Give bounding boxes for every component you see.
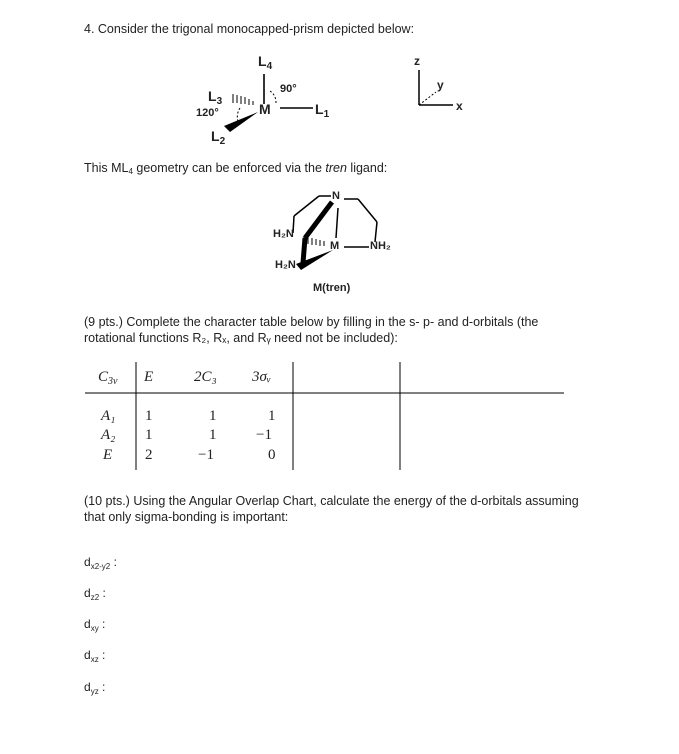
char-a2-c3: 1 [209, 427, 217, 443]
irrep-a1: A₁ [101, 408, 116, 424]
orbital-dyz: $d_{yz}$ : [84, 680, 106, 696]
char-a1-sv: 1 [268, 408, 276, 424]
angle-label-120: 120° [196, 107, 219, 119]
char-e-e: 2 [145, 447, 153, 463]
char-a2-sv: −1 [256, 427, 272, 443]
axis-label-x: x [456, 99, 463, 113]
tren-caption: M(tren) [313, 282, 351, 294]
tren-metal: M [330, 240, 340, 252]
orbital-dxz: $d_{xz}$ : [84, 648, 106, 664]
label-l1: $L_1$ [315, 101, 330, 120]
label-l3: $L_3$ [208, 88, 223, 107]
part1-line2: rotational functions R₂, Rₓ, and Rᵧ need not be included): [84, 331, 398, 345]
part2-line1: (10 pts.) Using the Angular Overlap Chart, calculate the energy of the d-orbitals assuming [84, 494, 579, 508]
irrep-e: E [103, 447, 113, 463]
tren-h2n-left: H₂N [273, 228, 294, 240]
tren-sentence: This ML4 geometry can be enforced via the tren ligand: [84, 161, 388, 176]
tren-nh2-right: NH₂ [370, 240, 391, 252]
tren-n-top: N [332, 190, 340, 202]
part2-line2: that only sigma-bonding is important: [84, 510, 289, 524]
angle-arc-90 [270, 91, 276, 103]
irrep-a2: A₂ [101, 427, 116, 443]
char-e-sv: 0 [268, 447, 276, 463]
label-l4: $L_4$ [258, 53, 273, 72]
axis-label-y: y [437, 78, 444, 92]
orbital-dz2: $d_{z2}$ : [84, 586, 106, 602]
table-class-2c3: 2C₃ [194, 369, 217, 385]
axis-y [419, 92, 436, 105]
table-class-e: E [144, 369, 154, 385]
table-group-label: $C_{3v}$ [98, 369, 118, 387]
char-a1-e: 1 [145, 408, 153, 424]
table-class-3sigmav: 3σᵥ [252, 369, 272, 385]
part1-line1: (9 pts.) Complete the character table below by filling in the s- p- and d-orbitals (the [84, 315, 539, 329]
label-l2: $L_2$ [211, 128, 226, 147]
angle-label-90: 90° [280, 83, 297, 95]
tren-h2n-bottom: H₂N [275, 259, 296, 271]
orbital-dxy: $d_{xy}$ : [84, 617, 106, 633]
hashed-bond-l3 [233, 94, 253, 105]
orbital-dx2-y2: $d_{x2-y2}$ : [84, 555, 117, 571]
wedge-bond-l2 [224, 112, 258, 132]
axis-label-z: z [414, 54, 420, 68]
char-e-c3: −1 [198, 447, 214, 463]
char-a2-e: 1 [145, 427, 153, 443]
question-header: 4. Consider the trigonal monocapped-prism depicted below: [84, 22, 415, 36]
metal-center: M [259, 101, 271, 117]
char-a1-c3: 1 [209, 408, 217, 424]
tren-ligand-lines [293, 196, 377, 263]
